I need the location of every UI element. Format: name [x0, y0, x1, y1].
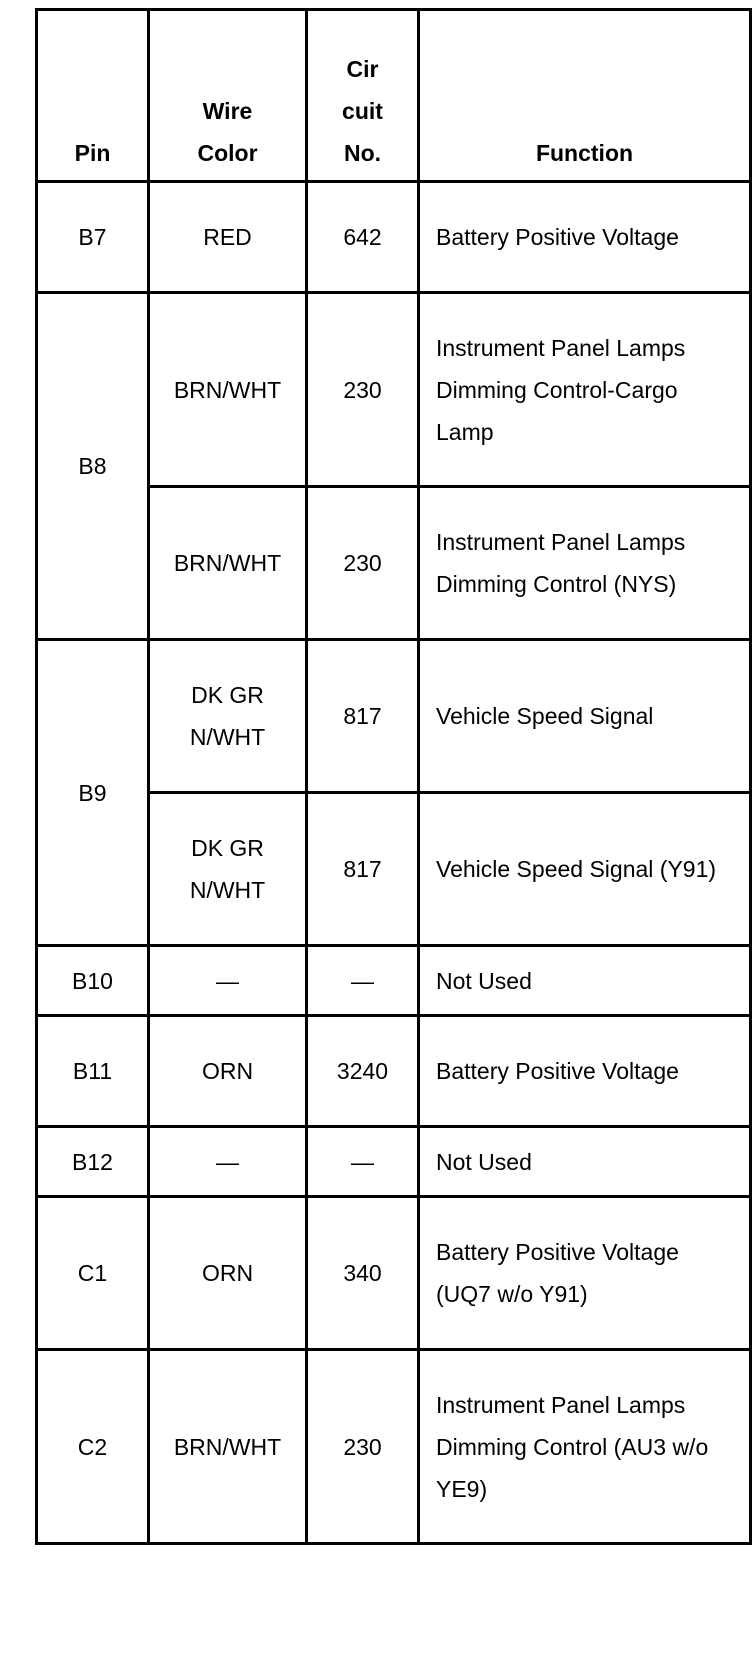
circuit-cell: 230	[307, 1350, 419, 1544]
function-text: Instrument Panel Lamps Dimming Control (AU3 w/o YE9)	[436, 1391, 709, 1502]
header-pin: Pin	[37, 10, 149, 182]
wire-color-cell	[149, 293, 307, 487]
table-row	[37, 1127, 751, 1197]
pin-cell: B12	[37, 1127, 149, 1197]
function-text: Instrument Panel Lamps Dimming Control (NYS)	[436, 529, 686, 597]
circuit-cell: —	[307, 1127, 419, 1197]
connector-pinout-table-wrapper	[35, 8, 749, 1545]
wire-color-text: ORN	[201, 1260, 254, 1286]
wire-color-cell	[149, 182, 307, 293]
function-text: Vehicle Speed Signal (Y91)	[436, 856, 717, 882]
circuit-cell: 642	[307, 182, 419, 293]
wire-color-cell	[149, 946, 307, 1016]
table-row	[37, 293, 751, 487]
header-function: Function	[419, 10, 751, 182]
function-cell	[419, 1197, 751, 1350]
function-cell	[419, 1127, 751, 1197]
table-row	[37, 1016, 751, 1127]
connector-pinout-table	[35, 8, 752, 1545]
pin-cell: C2	[37, 1350, 149, 1544]
wire-color-text: BRN/WHT	[173, 376, 282, 403]
wire-color-text: —	[216, 1148, 239, 1175]
pin-cell: B7	[37, 182, 149, 293]
function-text: Battery Positive Voltage	[436, 1058, 679, 1084]
wire-color-text: DK GRN/WHT	[189, 835, 266, 903]
function-cell	[419, 946, 751, 1016]
header-wire-color-text: Wire Color	[197, 98, 258, 166]
function-cell	[419, 793, 751, 946]
table-row	[37, 946, 751, 1016]
function-cell	[419, 487, 751, 640]
wire-color-cell	[149, 487, 307, 640]
header-row	[37, 10, 751, 182]
function-cell	[419, 640, 751, 793]
wire-color-cell	[149, 1127, 307, 1197]
function-text: Battery Positive Voltage (UQ7 w/o Y91)	[436, 1239, 679, 1307]
header-circuit-no	[307, 10, 419, 182]
function-text: Vehicle Speed Signal	[436, 703, 654, 729]
circuit-cell: 230	[307, 487, 419, 640]
function-cell	[419, 1016, 751, 1127]
wire-color-cell	[149, 793, 307, 946]
wire-color-text: ORN	[201, 1058, 254, 1084]
table-row	[37, 640, 751, 793]
table-row	[37, 182, 751, 293]
wire-color-cell	[149, 640, 307, 793]
pin-cell: B11	[37, 1016, 149, 1127]
circuit-cell: —	[307, 946, 419, 1016]
function-text: Instrument Panel Lamps Dimming Control-Cargo Lamp	[436, 334, 686, 445]
wire-color-text: BRN/WHT	[173, 550, 282, 576]
wire-color-text: BRN/WHT	[173, 1433, 282, 1460]
wire-color-text: RED	[203, 224, 252, 250]
circuit-cell: 230	[307, 293, 419, 487]
function-cell	[419, 182, 751, 293]
wire-color-text: —	[216, 967, 239, 994]
wire-color-cell	[149, 1197, 307, 1350]
circuit-cell: 817	[307, 793, 419, 946]
pin-cell: B10	[37, 946, 149, 1016]
wire-color-cell	[149, 1350, 307, 1544]
pin-cell: C1	[37, 1197, 149, 1350]
pin-cell: B8	[37, 293, 149, 640]
table-row	[37, 1350, 751, 1544]
function-cell	[419, 293, 751, 487]
circuit-cell: 3240	[307, 1016, 419, 1127]
function-cell	[419, 1350, 751, 1544]
wire-color-text: DK GRN/WHT	[189, 682, 266, 750]
pin-cell: B9	[37, 640, 149, 946]
header-wire-color	[149, 10, 307, 182]
wire-color-cell	[149, 1016, 307, 1127]
function-text: Not Used	[436, 1148, 532, 1175]
function-text: Not Used	[436, 967, 532, 994]
circuit-cell: 817	[307, 640, 419, 793]
header-circuit-text: Cir cuit No.	[342, 56, 383, 166]
function-text: Battery Positive Voltage	[436, 224, 679, 250]
table-row	[37, 1197, 751, 1350]
circuit-cell: 340	[307, 1197, 419, 1350]
